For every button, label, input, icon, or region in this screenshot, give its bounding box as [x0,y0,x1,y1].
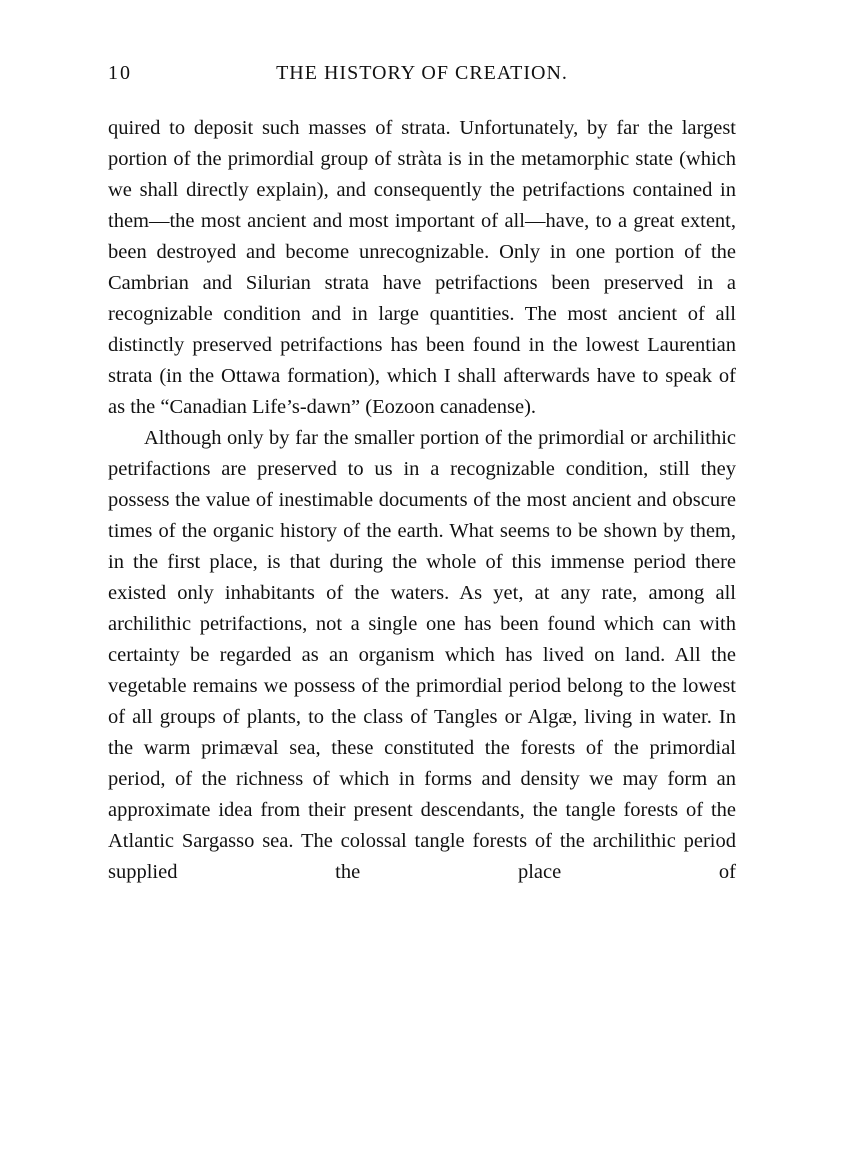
running-title: THE HISTORY OF CREATION. [276,62,568,84]
running-head [108,62,736,92]
body-text [108,113,736,888]
paragraph-1: quired to deposit such masses of strata. Unfortunately, by far the largest portion of the primordial group of stràta is in the metamorphic state (which we shall directly explain), and consequently the petrifactions contained in them—the most ancient and most important of all—have, to a great extent, been destroyed and become unrecognizable. Only in one portion of the Cambrian and Silurian strata have petrifactions been preserved in a recognizable condition and in large quantities. The most ancient of all distinctly preserved petrifactions has been found in the lowest Laurentian strata (in the Ottawa formation), which I shall afterwards have to speak of as the “Canadian Life’s-dawn” (Eozoon canadense). [108,117,736,418]
page-number: 10 [108,62,132,84]
paragraph-2: Although only by far the smaller portion of the primordial or archilithic petrifactions are preserved to us in a recognizable condition, still they possess the value of inestimable documents of the most ancient and obscure times of the organic history of the earth. What seems to be shown by them, in the first place, is that during the whole of this immense period there existed only inhabitants of the waters. As yet, at any rate, among all archilithic petrifactions, not a single one has been found which can with certainty be regarded as an organism which has lived on land. All the vegetable remains we possess of the primordial period belong to the lowest of all groups of plants, to the class of Tangles or Algæ, living in water. In the warm primæval sea, these constituted the forests of the primordial period, of the richness of which in forms and density we may form an approximate idea from their present descendants, the tangle forests of the Atlantic Sargasso sea. The colossal tangle forests of the archilithic period supplied the place of [108,427,736,883]
